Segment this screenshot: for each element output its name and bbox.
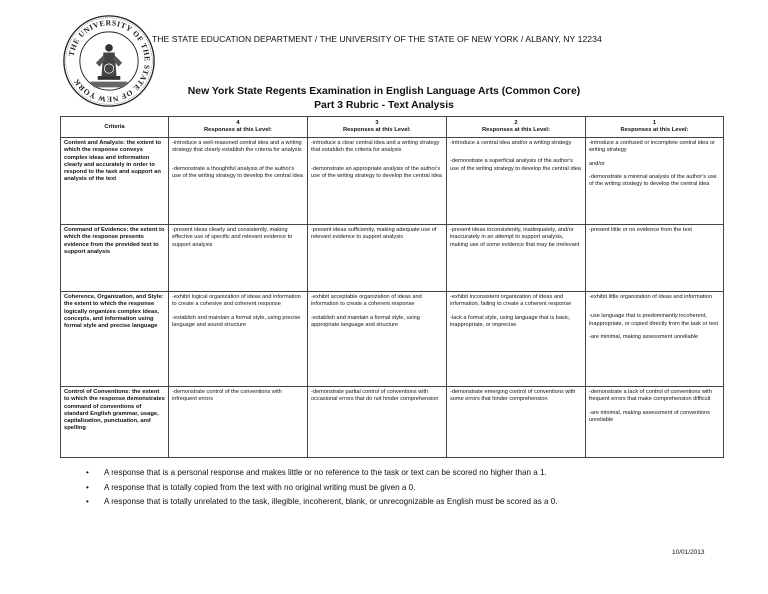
criteria-cell: Content and Analysis: the extent to which the response conveys complex ideas and information clearly and accurately in order to respond to the task and support an analysis of the text — [61, 138, 169, 225]
rubric-cell: -exhibit logical organization of ideas and information to create a cohesive and coherent response -establish and maintain a formal style, using precise language and sound structure — [169, 292, 308, 387]
rubric-table — [60, 116, 724, 458]
rubric-cell: -exhibit little organization of ideas and information -use language that is predominantly incoherent, inappropriate, or copied directly from the task or text -are minimal, making assessment unreliable — [586, 292, 724, 387]
rubric-cell: -demonstrate a lack of control of conventions with frequent errors that make comprehension difficult -are minimal, making assessment of conventions unreliable — [586, 387, 724, 458]
criteria-cell: Control of Conventions: the extent to which the response demonstrates command of conventions of standard English grammar, usage, capitalization, punctuation, and spelling — [61, 387, 169, 458]
level-1-header: 1 Responses at this Level: — [586, 117, 724, 138]
table-row — [61, 225, 724, 292]
criteria-cell: Coherence, Organization, and Style: the extent to which the response logically organizes complex ideas, concepts, and information using formal style and precise language — [61, 292, 169, 387]
scoring-notes — [86, 468, 746, 512]
rubric-cell: -present little or no evidence from the text — [586, 225, 724, 292]
rubric-cell: -introduce a well-reasoned central idea and a writing strategy that clearly establish the criteria for analysis -demonstrate a thoughtful analysis of the author's use of the writing strategy to develop the central idea — [169, 138, 308, 225]
department-header: THE STATE EDUCATION DEPARTMENT / THE UNIVERSITY OF THE STATE OF NEW YORK / ALBANY, NY 12234 — [152, 34, 602, 44]
list-item: • A response that is totally copied from the text with no original writing must be given a 0. — [86, 482, 416, 492]
document-date: 10/01/2013 — [672, 549, 705, 556]
table-row — [61, 292, 724, 387]
rubric-cell: -introduce a central idea and/or a writing strategy -demonstrate a superficial analysis of the author's use of the writing strategy to develop the central idea — [447, 138, 586, 225]
table-row — [61, 387, 724, 458]
rubric-cell: -present ideas clearly and consistently, making effective use of specific and relevant evidence to support analysis — [169, 225, 308, 292]
list-item: • A response that is totally unrelated to the task, illegible, incoherent, blank, or unrecognizable as English must be scored as a 0. — [86, 497, 558, 506]
rubric-cell: -demonstrate control of the conventions with infrequent errors — [169, 387, 308, 458]
level-2-header: 2 Responses at this Level: — [447, 117, 586, 138]
rubric-cell: -exhibit inconsistent organization of ideas and information, failing to create a coherent response -lack a formal style, using language that is basic, inappropriate, or imprecise — [447, 292, 586, 387]
svg-text:THE UNIVERSITY OF THE STATE OF: THE UNIVERSITY OF THE STATE OF NEW YORK — [66, 18, 152, 104]
criteria-header: Criteria — [61, 117, 169, 138]
rubric-cell: -exhibit acceptable organization of ideas and information to create a coherent response -establish and maintain a formal style, using appropriate language and structure — [308, 292, 447, 387]
list-item: • A response that is a personal response and makes little or no reference to the task or text can be scored no higher than a 1. — [86, 468, 547, 477]
rubric-cell: -demonstrate emerging control of conventions with some errors that hinder comprehension — [447, 387, 586, 458]
rubric-cell: -present ideas sufficiently, making adequate use of relevant evidence to support analysis — [308, 225, 447, 292]
level-3-header: 3 Responses at this Level: — [308, 117, 447, 138]
exam-title: New York State Regents Examination in English Language Arts (Common Core) — [187, 86, 581, 97]
bullet-icon: • — [86, 482, 89, 492]
rubric-cell: -introduce a clear central idea and a writing strategy that establish the criteria for analysis -demonstrate an appropriate analysis of the author's use of the writing strategy to develop the central idea — [308, 138, 447, 225]
bullet-icon: • — [86, 468, 89, 477]
table-row — [61, 138, 724, 225]
rubric-cell: -demonstrate partial control of conventions with occasional errors that do not hinder comprehension — [308, 387, 447, 458]
rubric-cell: -introduce a confused or incomplete central idea or writing strategy and/or -demonstrate a minimal analysis of the author's use of the writing strategy to develop the central idea — [586, 138, 724, 225]
bullet-icon: • — [86, 497, 89, 506]
level-4-header: 4 Responses at this Level: — [169, 117, 308, 138]
rubric-subtitle: Part 3 Rubric - Text Analysis — [314, 100, 454, 111]
rubric-header-row — [61, 117, 724, 138]
rubric-cell: -present ideas inconsistently, inadequately, and/or inaccurately in an attempt to support analysis, making use of some evidence that may be irrelevant — [447, 225, 586, 292]
criteria-cell: Command of Evidence: the extent to which the response presents evidence from the provided text to support analysis — [61, 225, 169, 292]
